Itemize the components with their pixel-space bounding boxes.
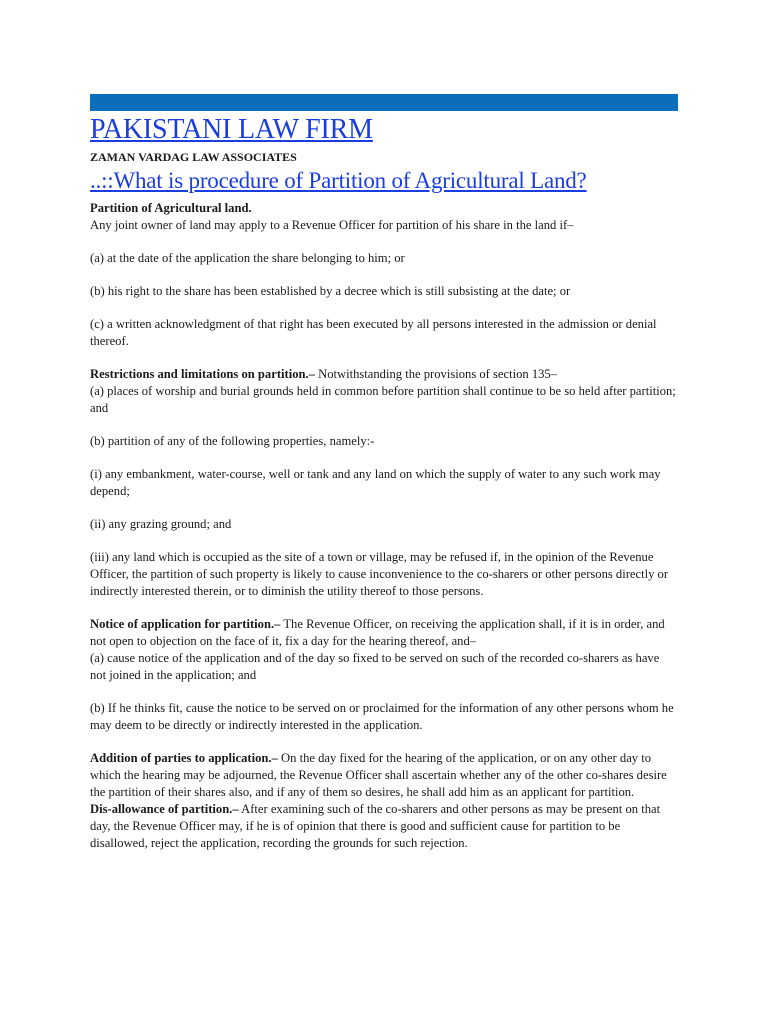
paragraph-text: Notwithstanding the provisions of section 135– <box>314 367 558 381</box>
section-heading-addition: Addition of parties to application.– <box>90 751 278 765</box>
firm-subtitle: ZAMAN VARDAG LAW ASSOCIATES <box>90 150 297 164</box>
clause: (iii) any land which is occupied as the site of a town or village, may be refused if, in the opinion of the Revenue Officer, the partition of such property is likely to cause inconvenience to the co-sharers or other persons directly or indirectly interested therein, or to diminish the utility thereof to those persons. <box>90 550 669 598</box>
clause: (i) any embankment, water-course, well or tank and any land on which the supply of water to any such work may depend; <box>90 467 661 498</box>
heading-text: Partition of Agricultural land. <box>90 201 252 215</box>
section-heading-partition <box>90 200 678 217</box>
section-heading-restrictions: Restrictions and limitations on partition.– <box>90 367 315 381</box>
paragraph <box>90 366 678 383</box>
section-heading-disallowance: Dis-allowance of partition.– <box>90 802 239 816</box>
clause: (a) places of worship and burial grounds held in common before partition shall continue to be so held after partition; and <box>90 384 676 415</box>
firm-name-link[interactable]: PAKISTANI LAW FIRM <box>90 114 373 145</box>
paragraph <box>90 616 678 650</box>
paragraph-text: On the day fixed for the hearing of the application, or on any other day to which the hearing may be adjourned, the Revenue Officer shall ascertain whether any of the other co-shares desire the partition of their shares also, and if any of them so desires, he shall add him as an applicant for partition. <box>90 751 667 799</box>
post-title-link[interactable]: ..::What is procedure of Partition of Agricultural Land? <box>90 168 587 193</box>
clause: (b) his right to the share has been established by a decree which is still subsisting at the date; or <box>90 284 571 298</box>
clause: (b) partition of any of the following properties, namely:- <box>90 434 375 448</box>
clause: (a) at the date of the application the share belonging to him; or <box>90 251 405 265</box>
clause: (b) If he thinks fit, cause the notice to be served on or proclaimed for the information of any other persons whom he may deem to be directly or indirectly interested in the application. <box>90 701 674 732</box>
document-page <box>90 94 678 852</box>
header-bar <box>90 94 678 111</box>
section-heading-notice: Notice of application for partition.– <box>90 617 281 631</box>
paragraph-text: The Revenue Officer, on receiving the application shall, if it is in order, and not open to objection on the face of it, fix a day for the hearing thereof, and– <box>90 617 665 648</box>
paragraph <box>90 801 678 852</box>
clause: (c) a written acknowledgment of that right has been executed by all persons interested in the admission or denial thereof. <box>90 317 657 348</box>
clause: (a) cause notice of the application and of the day so fixed to be served on such of the recorded co-sharers as have not joined in the application; and <box>90 651 660 682</box>
paragraph: Any joint owner of land may apply to a Revenue Officer for partition of his share in the land if– <box>90 218 574 232</box>
paragraph-text: After examining such of the co-sharers and other persons as may be present on that day, the Revenue Officer may, if he is of opinion that there is good and sufficient cause for partition to be disallowed, reject the application, recording the grounds for such rejection. <box>90 802 661 850</box>
clause: (ii) any grazing ground; and <box>90 517 232 531</box>
paragraph <box>90 750 678 801</box>
